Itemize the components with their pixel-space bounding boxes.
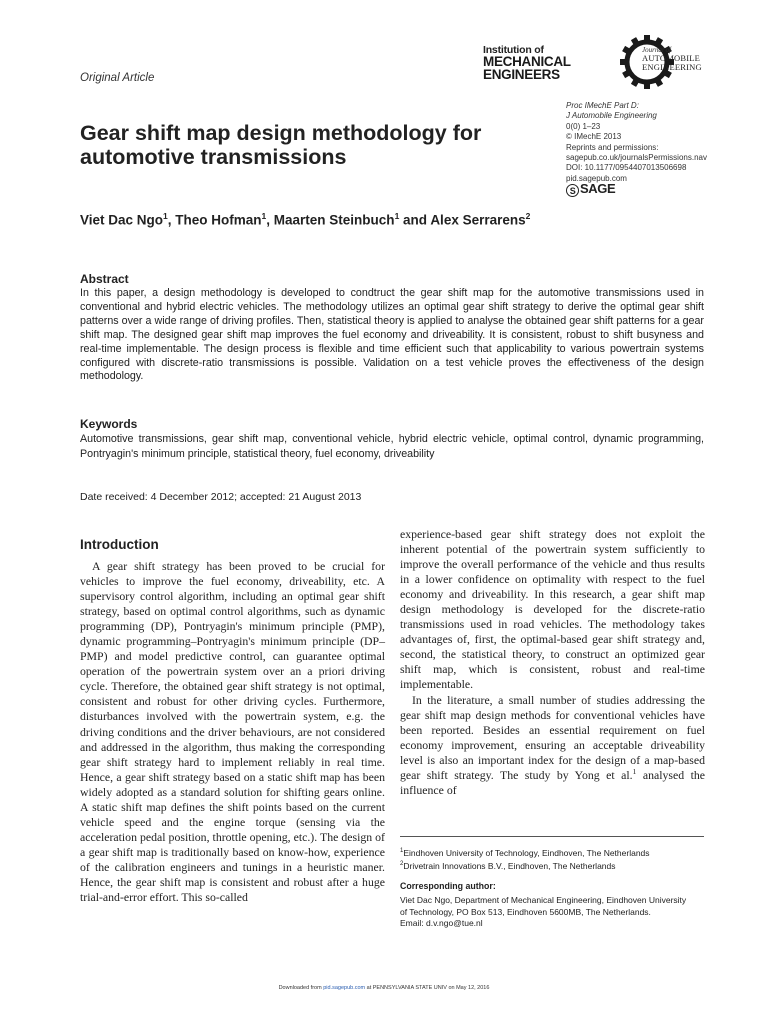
author-affil-sup: 1 [261,211,267,221]
dates-line: Date received: 4 December 2012; accepted: 21 August 2013 [80,491,362,503]
affiliation-item [400,846,704,859]
imeche-logo-line1: Institution of [483,44,544,56]
paper-title: Gear shift map design methodology for automotive transmissions [80,121,482,169]
sage-circle-icon: S [566,184,579,197]
meta-copyright: © IMechE 2013 [566,132,622,142]
footer-link[interactable]: pid.sagepub.com [323,985,366,991]
journal-logo-line2: AUTOMOBILE [642,53,701,63]
author-name: Viet Dac Ngo [80,212,164,228]
abstract-heading: Abstract [80,272,129,286]
article-type: Original Article [80,72,155,84]
author-and: and [399,212,431,228]
journal-meta [566,101,756,184]
meta-journal-line1: Proc IMechE Part D: [566,101,639,110]
intro-paragraph [400,693,705,798]
keywords-heading: Keywords [80,417,138,431]
journal-logo-line1: Journal of [642,46,671,54]
author-affil-sup: 1 [163,211,168,221]
journal-logo-line3: ENGINEERING [642,62,702,72]
meta-journal-line2: J Automobile Engineering [566,111,657,121]
affiliation-num: 2 [400,861,404,868]
author-affil-sup: 2 [525,211,531,221]
footer-prefix: Downloaded from [278,985,324,991]
author-list [80,211,680,228]
author-affil-sup: 1 [394,211,400,221]
meta-doi[interactable]: DOI: 10.1177/0954407013506698 [566,163,687,173]
corresponding-address: Viet Dac Ngo, Department of Mechanical Engineering, Eindhoven University of Technology, PO Box 513, Eindhoven 5600MB, The Netherlands. [400,895,687,917]
intro-paragraph-text: analysed the influence of [400,767,705,797]
abstract-text: In this paper, a design methodology is developed to condtruct the gear shift map for the automotive transmissions used in conventional and hybrid electric vehicles. The methodology utilizes an optimal gear shift strategy to derive the optimal gear shift patterns over a wide range of driving profiles. Then, statistical theory is applied to analyse the obtained gear shift patterns for a gear shift map. The designed gear shift map improves the fuel economy and driveability. It is consistent, robust to shift busyness and real-time implementable. The design process is flexible and time efficient such that applicability to various powertrain systems configured with discrete-ratio transmissions is possible. Validation on a test vehicle proves the effectiveness of the design methodology. [80,287,704,383]
affiliation-text: Eindhoven University of Technology, Eindhoven, The Netherlands [403,847,650,858]
affiliation-text: Drivetrain Innovations B.V., Eindhoven, The Netherlands [403,860,616,871]
body-column-right [400,527,705,798]
journal-logo [642,46,722,72]
meta-site[interactable]: pid.sagepub.com [566,173,627,183]
download-footer [0,985,768,991]
keywords-text: Automotive transmissions, gear shift map, conventional vehicle, hybrid electric vehicle, optimal control, dynamic programming, Pontryagin's minimum principle, statistical theory, fuel economy, driveability [80,433,704,460]
imeche-logo-line2: MECHANICAL [483,54,571,69]
affiliation-item [400,859,704,872]
intro-paragraph: A gear shift strategy has been proved to be crucial for vehicles to improve the fuel economy, driveability, etc. A supervisory control algorithm, including an optimal gear shift strategy, based on optimal control algorithms, such as dynamic programming (DP), Pontryagin's minimum principle (PMP), dynamic programming–Pontryagin's minimum principle (DP–PMP) and model predictive control, can guarantee optimal operation of the powertrain system over an a priori driving cycle. Therefore, the obtained gear shift strategy is not optimal, consistent and robust for other driving cycles. Furthermore, disturbances involved with the powertrain system, e.g. the driving conditions and the driver behaviours, are not considered and addressed in the algorithm, thus making the corresponding gear shift strategy hard to implement reliably in real time. Hence, a gear shift strategy based on a static shift map has been widely adopted as a standard solution for shifting gears online. A static shift map defines the shift points based on the current vehicle speed and the engine torque (sensing via the acceleration pedal position, throttle opening, etc.). The design of a gear shift map is traditionally based on know-how, experience of the calibration engineers and tunings in a heuristic maner. Hence, the gear shift map is consistent and robust after a huge trial-and-error effort. This so-called [80,559,385,905]
intro-paragraph: experience-based gear shift strategy does not exploit the inherent potential of the powertrain system sufficiently to improve the overall performance of the vehicle and thus results in a lower confidence on optimality with respect to the fuel economy and driveability. In this research, a gear shift map design methodology is developed for the discrete-ratio transmissions used in road vehicles. The methodology takes advantages of, first, the optimal-based gear shift strategy and, second, the statistical theory, to construct an optimized gear shift map, which is consistent, robust and real-time implementable. [400,527,705,692]
sage-logo [566,181,615,197]
footer-suffix: at PENNSYLVANIA STATE UNIV on May 12, 2016 [365,985,490,991]
author-separator: , [167,212,176,228]
imeche-logo-line3: ENGINEERS [483,66,560,82]
meta-volume: 0(0) 1–23 [566,121,601,131]
corresponding-email[interactable]: Email: d.v.ngo@tue.nl [400,918,483,929]
meta-reprints: Reprints and permissions: [566,142,659,152]
affiliations [400,846,704,872]
author-name: Alex Serrarens [430,212,526,228]
introduction-heading: Introduction [80,537,159,552]
sage-logo-text: SAGE [580,181,616,196]
author-name: Theo Hofman [175,212,262,228]
footnote-divider [400,836,704,837]
affiliation-num: 1 [400,848,404,854]
body-column-left [80,559,385,905]
intro-paragraph-text: In the literature, a small number of studies addressing the gear shift map design methods for conventional vehicles have been reported. Besides an essential requirement on fuel economy improvement, ensuring an acceptable driveability level is also an important index for the design of a map-based gear shift strategy. The study by Yong et al. [400,692,705,782]
meta-reprints-url[interactable]: sagepub.co.uk/journalsPermissions.nav [566,153,707,163]
imeche-logo [483,45,599,81]
author-separator: , [266,212,274,228]
corresponding-details [400,895,690,930]
citation-ref[interactable]: 1 [632,766,637,776]
author-name: Maarten Steinbuch [273,212,395,228]
corresponding-heading: Corresponding author: [400,881,496,891]
